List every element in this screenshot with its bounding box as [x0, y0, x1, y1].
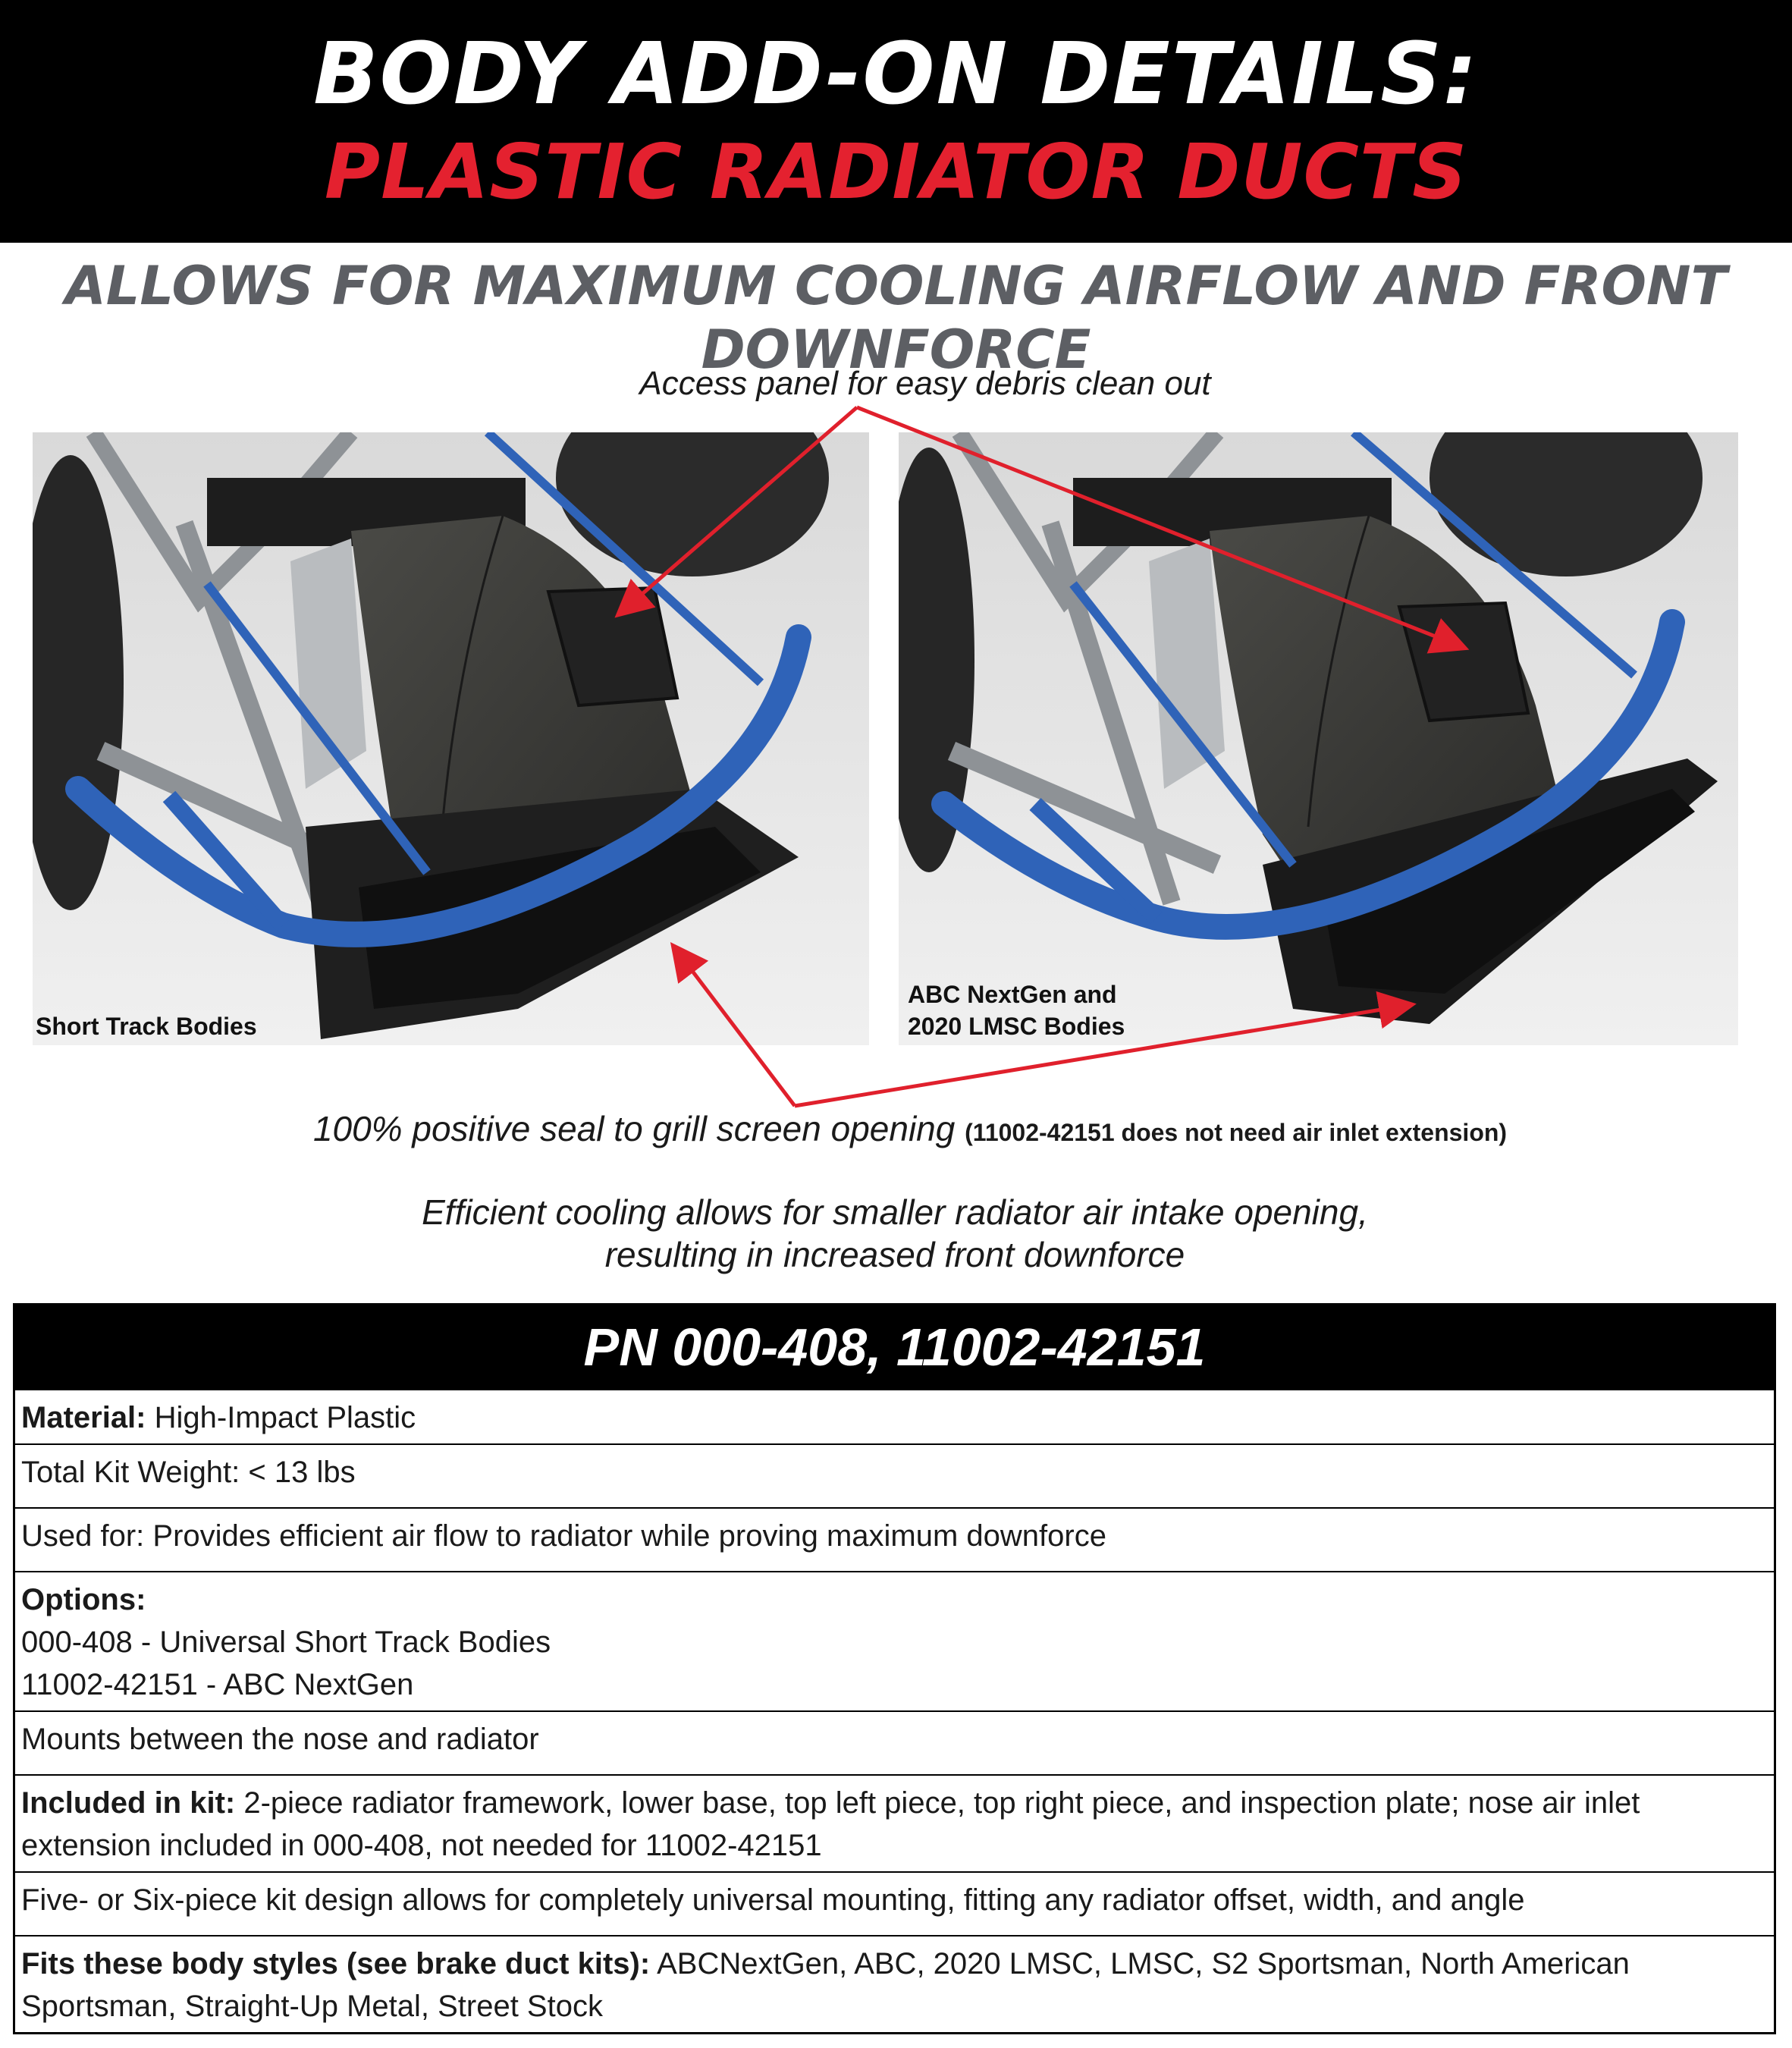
page-title: BODY ADD-ON DETAILS: — [313, 25, 1479, 124]
efficient-cooling-line2: resulting in increased front downforce — [604, 1235, 1185, 1274]
photo-abc-nextgen — [899, 432, 1738, 1045]
duct-illustration-left — [33, 432, 869, 1045]
fits-label: Fits these body styles (see brake duct kits): — [21, 1947, 651, 1980]
material-value: High-Impact Plastic — [154, 1401, 416, 1434]
duct-illustration-right — [899, 432, 1738, 1045]
spec-row-fits — [15, 1935, 1774, 2032]
photo-short-track — [33, 432, 869, 1045]
spec-row-options — [15, 1571, 1774, 1710]
spec-row-used-for: Used for: Provides efficient air flow to radiator while proving maximum downforce — [15, 1507, 1774, 1571]
page-subtitle: PLASTIC RADIATOR DUCTS — [324, 127, 1468, 216]
photo-caption-right-line1: ABC NextGen and — [908, 981, 1117, 1008]
efficient-cooling-callout — [303, 1191, 1486, 1276]
included-value: 2-piece radiator framework, lower base, top left piece, top right piece, and inspection plate; nose air inlet extension included in 000-408, not needed for 11002-42151 — [21, 1786, 1640, 1862]
photo-caption-left: Short Track Bodies — [36, 1013, 257, 1040]
efficient-cooling-line1: Efficient cooling allows for smaller radiator air intake opening, — [422, 1192, 1368, 1232]
fits-value: ABCNextGen, ABC, 2020 LMSC, LMSC, S2 Sportsman, North American Sportsman, Straight-Up Metal, Street Stock — [21, 1947, 1630, 2023]
photo-caption-right — [908, 978, 1125, 1042]
positive-seal-note: (11002-42151 does not need air inlet extension) — [965, 1119, 1508, 1146]
spec-table — [13, 1303, 1776, 2034]
spec-row-mounts: Mounts between the nose and radiator — [15, 1710, 1774, 1774]
photo-caption-right-line2: 2020 LMSC Bodies — [908, 1013, 1125, 1040]
included-label: Included in kit: — [21, 1786, 236, 1820]
spec-row-included — [15, 1774, 1774, 1871]
option-item: 000-408 - Universal Short Track Bodies — [21, 1626, 551, 1659]
part-number-header: PN 000-408, 11002-42151 — [15, 1305, 1774, 1389]
spec-row-design: Five- or Six-piece kit design allows for completely universal mounting, fitting any radiator offset, width, and angle — [15, 1871, 1774, 1935]
tagline: ALLOWS FOR MAXIMUM COOLING AIRFLOW AND FRONT DOWNFORCE — [64, 255, 1728, 381]
options-label: Options: — [21, 1583, 146, 1616]
material-label: Material: — [21, 1401, 146, 1434]
option-item: 11002-42151 - ABC NextGen — [21, 1668, 414, 1701]
positive-seal-callout — [228, 1107, 1593, 1154]
access-panel-callout: Access panel for easy debris clean out — [639, 365, 1211, 402]
spec-row-weight: Total Kit Weight: < 13 lbs — [15, 1443, 1774, 1507]
spec-row-material — [15, 1389, 1774, 1443]
positive-seal-text: 100% positive seal to grill screen opening — [312, 1109, 956, 1148]
